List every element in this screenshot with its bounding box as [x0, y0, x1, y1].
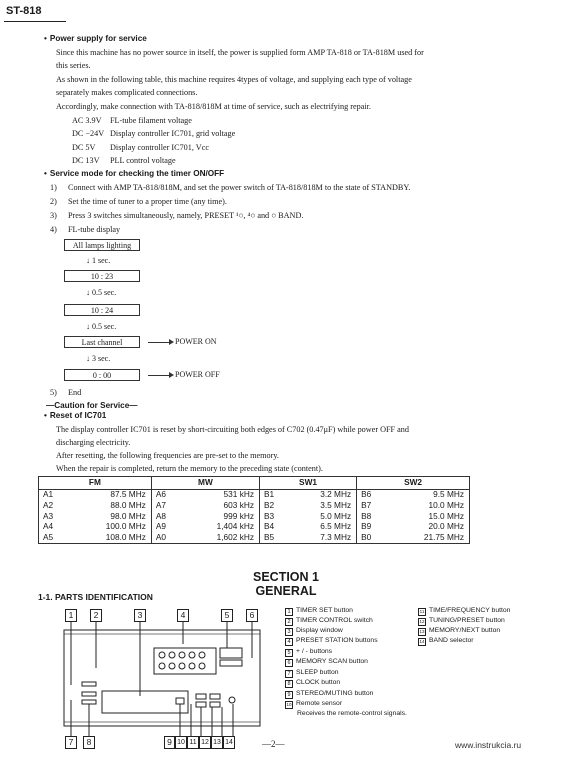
col-header-sw1: SW1: [259, 477, 356, 490]
legend-item: [285, 627, 343, 636]
tuning-preset-button: [196, 702, 206, 707]
callout-2: 2: [90, 609, 102, 622]
preset-frequency: 3.5 MHz: [320, 499, 352, 510]
section-title: SECTION 1: [253, 570, 319, 584]
stereo-muting-button: [176, 698, 184, 704]
preset-frequency: 20.0 MHz: [387, 522, 470, 533]
sleep-button: [82, 692, 96, 696]
legend-number: 11: [419, 609, 425, 614]
tuner-front-panel-diagram: [56, 600, 266, 750]
legend-text: SLEEP button: [296, 669, 339, 676]
flow-arrow-1sec: ↓ 1 sec.: [86, 256, 111, 265]
step-number: 1): [50, 183, 57, 192]
step-number: 2): [50, 197, 57, 206]
preset-channel: B5: [259, 533, 289, 544]
fl-display-last-channel: Last channel: [64, 336, 140, 348]
caution-line-0: The display controller IC701 is reset by short-circuiting both edges of C702 (0.47μF) while power OFF and: [56, 425, 409, 434]
table-row: [39, 522, 470, 533]
preset-button-icon: [199, 663, 205, 669]
step-text: Press 3 switches simultaneously, namely, PRESET ¹○, ⁴○ and ○ BAND.: [68, 211, 304, 220]
voltage-desc: PLL control voltage: [110, 156, 176, 165]
preset-frequency: 108.0 MHz: [69, 533, 152, 544]
preset-button-icon: [199, 652, 205, 658]
display-window-outline: [102, 691, 188, 713]
preset-frequency: 7.3 MHz: [290, 533, 357, 544]
caution-heading: —Caution for Service—: [46, 401, 138, 410]
preset-frequency: 15.0 MHz: [387, 511, 470, 522]
table-row: [39, 490, 470, 501]
legend-number: 9: [285, 691, 293, 699]
legend-item: [418, 607, 510, 616]
step-2: [50, 197, 227, 207]
fl-display-000: 0 : 00: [64, 369, 140, 381]
preset-frequency: 3.2 MHz: [320, 489, 352, 500]
legend-note: Receives the remote-control signals.: [297, 710, 407, 717]
fl-display-1023: 10 : 23: [64, 270, 140, 282]
preset-button-icon: [179, 652, 185, 658]
voltage-row: [72, 156, 176, 166]
preset-channel: B0: [357, 533, 387, 544]
legend-number: 14: [419, 639, 425, 644]
preset-channel: B1: [259, 490, 289, 501]
table-row: [39, 533, 470, 544]
legend-text: Display window: [296, 627, 343, 634]
preset-channel: A5: [39, 533, 69, 544]
preset-channel: B2: [259, 500, 289, 511]
power-line-0: Since this machine has no power source in itself, the power is supplied form AMP TA-818 or TA-818M used for: [56, 48, 424, 57]
legend-number: 4: [285, 638, 293, 646]
preset-channel: B4: [259, 522, 289, 533]
legend-text: CLOCK button: [296, 679, 341, 686]
caution-line-1: discharging electricity.: [56, 438, 131, 447]
legend-number: 1: [285, 608, 293, 616]
voltage-desc: FL-tube filament voltage: [110, 116, 192, 125]
table-row: [39, 500, 470, 511]
legend-item: [285, 669, 339, 678]
step-number: 5): [50, 388, 57, 397]
step-5: [50, 388, 81, 398]
preset-button-icon: [169, 652, 175, 658]
legend-text: TUNING/PRESET button: [429, 617, 505, 624]
legend-item: [285, 658, 368, 667]
legend-text: TIMER CONTROL switch: [296, 617, 373, 624]
preset-button-icon: [159, 663, 165, 669]
memory-next-button: [210, 694, 220, 699]
legend-item: [285, 637, 378, 646]
preset-frequency: 100.0 MHz: [105, 521, 146, 532]
preset-frequency: 98.0 MHz: [110, 510, 146, 521]
remote-sensor-icon: [229, 697, 235, 703]
preset-button-icon: [179, 663, 185, 669]
power-line-3: separately makes complicated connections.: [56, 88, 198, 97]
preset-channel: A7: [151, 500, 181, 511]
flow-arrow-05sec: ↓ 0.5 sec.: [86, 288, 117, 297]
callout-10: 10: [175, 736, 187, 749]
preset-frequency: 531 kHz: [223, 489, 254, 500]
callout-8: 8: [83, 736, 95, 749]
step-text: Set the time of tuner to a proper time (any time).: [68, 197, 227, 206]
flow-right-line: [148, 342, 170, 343]
legend-text: MEMORY/NEXT button: [429, 627, 501, 634]
voltage-label: DC −24V: [72, 129, 105, 138]
flow-power-off: POWER OFF: [175, 370, 220, 379]
legend-number: 13: [419, 629, 425, 634]
legend-text: Remote sensor: [296, 700, 343, 707]
flow-right-line: [148, 375, 170, 376]
voltage-desc: Display controller IC701, grid voltage: [110, 129, 236, 138]
caution-line-2: After resetting, the following frequencies are pre-set to the memory.: [56, 451, 279, 460]
legend-item: [418, 617, 505, 626]
callout-9: 9: [164, 736, 175, 749]
legend-text: BAND selector: [429, 637, 474, 644]
power-line-2: As shown in the following table, this machine requires 4types of voltage, and supplying each type of voltage: [56, 75, 412, 84]
fl-display-all-lamps: All lamps lighting: [64, 239, 140, 251]
voltage-label: DC 5V: [72, 143, 96, 152]
legend-item: [285, 648, 332, 657]
preset-button-icon: [159, 652, 165, 658]
legend-number: 2: [285, 618, 293, 626]
power-line-1: this series.: [56, 61, 91, 70]
preset-frequency: 6.5 MHz: [320, 521, 352, 532]
preset-button-icon: [189, 652, 195, 658]
panel-inner-outline: [64, 634, 260, 722]
time-frequency-button: [196, 694, 206, 699]
callout-7: 7: [65, 736, 77, 749]
preset-channel: A0: [151, 533, 181, 544]
legend-number: 12: [419, 619, 425, 624]
col-header-sw2: SW2: [357, 477, 470, 490]
legend-item: [285, 700, 342, 709]
section-subtitle: GENERAL: [255, 584, 317, 598]
preset-channel: A3: [39, 511, 69, 522]
panel-outline: [64, 630, 260, 726]
legend-number: 5: [285, 649, 293, 657]
col-header-mw: MW: [151, 477, 259, 490]
caution-line-3: When the repair is completed, return the memory to the preceding state (content).: [56, 464, 323, 473]
legend-item: [418, 627, 500, 636]
callout-13: 13: [211, 736, 223, 749]
flow-arrow-05sec: ↓ 0.5 sec.: [86, 322, 117, 331]
flow-power-on: POWER ON: [175, 337, 217, 346]
arrow-right-icon: [169, 372, 174, 378]
legend-text: PRESET STATION buttons: [296, 637, 378, 644]
legend-text: STEREO/MUTING button: [296, 690, 374, 697]
preset-frequency-table: [38, 476, 470, 544]
voltage-label: AC 3.9V: [72, 116, 102, 125]
table-row: [39, 511, 470, 522]
legend-text: TIME/FREQUENCY button: [429, 607, 511, 614]
step-text: End: [68, 388, 82, 397]
power-supply-heading: • Power supply for service: [44, 34, 147, 44]
memory-scan-button: [220, 660, 242, 666]
parts-heading: 1-1. PARTS IDENTIFICATION: [38, 592, 153, 602]
callout-5: 5: [221, 609, 233, 622]
preset-channel: A2: [39, 500, 69, 511]
arrow-right-icon: [169, 339, 174, 345]
legend-item: [285, 607, 353, 616]
legend-number: 10: [286, 702, 292, 707]
preset-frequency: 1,602 kHz: [181, 533, 259, 544]
preset-frequency: 88.0 MHz: [110, 499, 146, 510]
clock-button: [82, 700, 96, 704]
band-selector: [210, 702, 220, 707]
service-mode-heading: • Service mode for checking the timer ON/OFF: [44, 169, 224, 179]
power-line-4: Accordingly, make connection with TA-818/818M at time of service, such as electrifying repair.: [56, 102, 371, 111]
reset-heading: • Reset of IC701: [44, 411, 106, 421]
legend-item: [285, 690, 373, 699]
preset-channel: A6: [151, 490, 181, 501]
legend-text: TIMER SET button: [296, 607, 353, 614]
legend-number: 7: [285, 670, 293, 678]
legend-text: MEMORY SCAN button: [296, 658, 368, 665]
model-title: ST-818: [6, 5, 42, 17]
preset-frequency: 5.0 MHz: [320, 510, 352, 521]
timer-set-button: [82, 682, 96, 686]
col-header-fm: FM: [39, 477, 152, 490]
preset-button-icon: [169, 663, 175, 669]
step-1: [50, 183, 410, 193]
preset-frequency: 21.75 MHz: [387, 533, 470, 544]
preset-channel: B6: [357, 490, 387, 501]
callout-3: 3: [134, 609, 146, 622]
preset-frequency: 87.5 MHz: [110, 489, 146, 500]
page-number: —2—: [262, 739, 285, 749]
step-text: Connect with AMP TA-818/818M, and set the power switch of TA-818/818M to the state of STANDBY.: [68, 183, 411, 192]
preset-frequency: 1,404 kHz: [216, 521, 254, 532]
preset-channel: A1: [39, 490, 69, 501]
legend-number: 8: [285, 680, 293, 688]
legend-text: + / - buttons: [296, 648, 333, 655]
preset-channel: B3: [259, 511, 289, 522]
legend-number: 6: [285, 659, 293, 667]
callout-1: 1: [65, 609, 77, 622]
voltage-row: [72, 129, 235, 139]
preset-button-icon: [189, 663, 195, 669]
fl-display-1024: 10 : 24: [64, 304, 140, 316]
preset-channel: B9: [357, 522, 387, 533]
header-rule: [4, 21, 66, 22]
callout-11: 11: [187, 736, 199, 749]
preset-channel: A8: [151, 511, 181, 522]
callout-4: 4: [177, 609, 189, 622]
preset-channel: A9: [151, 522, 181, 533]
voltage-label: DC 13V: [72, 156, 100, 165]
flow-arrow-3sec: ↓ 3 sec.: [86, 354, 111, 363]
legend-number: 3: [285, 628, 293, 636]
preset-channel: A4: [39, 522, 69, 533]
watermark-site: www.instrukcia.ru: [455, 740, 522, 750]
step-4: [50, 225, 120, 235]
legend-item: [285, 679, 340, 688]
preset-channel: B7: [357, 500, 387, 511]
preset-frequency: 10.0 MHz: [387, 500, 470, 511]
preset-frequency: 603 kHz: [223, 499, 254, 510]
preset-frequency: 999 kHz: [223, 510, 254, 521]
step-3: [50, 211, 303, 221]
legend-item: [418, 637, 474, 646]
callout-6: 6: [246, 609, 258, 622]
plus-minus-buttons: [220, 648, 242, 658]
step-text: FL-tube display: [68, 225, 121, 234]
callout-14: 14: [223, 736, 235, 749]
step-number: 3): [50, 211, 57, 220]
legend-item: [285, 617, 373, 626]
step-number: 4): [50, 225, 57, 234]
voltage-row: [72, 143, 209, 153]
callout-12: 12: [199, 736, 211, 749]
preset-frequency: 9.5 MHz: [387, 490, 470, 501]
voltage-desc: Display controller IC701, Vcc: [110, 143, 209, 152]
voltage-row: [72, 116, 192, 126]
preset-channel: B8: [357, 511, 387, 522]
